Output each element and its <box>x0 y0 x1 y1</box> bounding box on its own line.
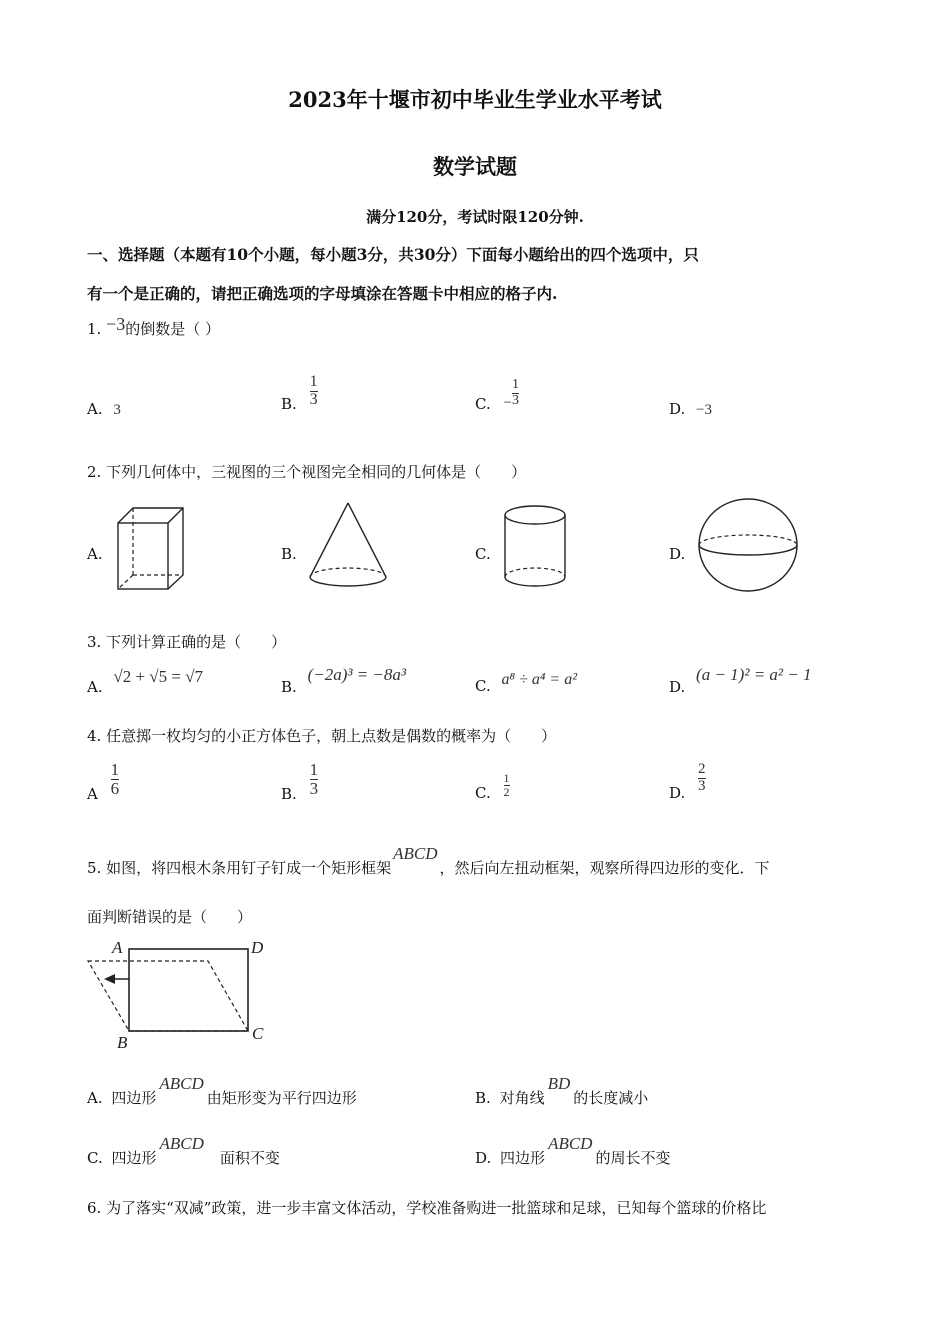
q2-option-d-label: D. <box>669 545 686 563</box>
q4-option-d-label: D. <box>669 784 686 803</box>
q5-option-b-math: BD <box>547 1074 571 1093</box>
q5-option-a[interactable] <box>87 1074 357 1108</box>
q5-option-c-pre: 四边形 <box>111 1149 157 1167</box>
q5-stem-post: ，然后向左扭动框架，观察所得四边形的变化．下 <box>439 859 770 877</box>
q1-option-b-fraction <box>310 374 318 409</box>
q1-stem-rest: 的倒数是（ ） <box>125 320 221 338</box>
q3-option-a-label: A. <box>87 678 103 696</box>
q3-option-b[interactable] <box>281 665 407 696</box>
q2-option-a[interactable] <box>87 545 103 563</box>
q5-stem-line2: 面判断错误的是（ ） <box>87 908 253 926</box>
q3-option-a[interactable] <box>87 667 204 696</box>
q5-stem-abcd: ABCD <box>393 844 438 863</box>
q4-option-d-numerator: 2 <box>698 761 706 777</box>
fig-label-d: D <box>251 938 264 957</box>
q5-option-d[interactable] <box>475 1134 671 1168</box>
q5-stem-line1 <box>87 844 770 878</box>
q3-option-b-label: B. <box>281 678 297 696</box>
q1-option-d[interactable] <box>669 400 712 419</box>
exam-subtitle: 数学试题 <box>433 154 517 179</box>
q4-option-b[interactable] <box>281 760 319 804</box>
q4-option-a-fraction <box>111 761 120 798</box>
q5-option-a-post: 由矩形变为平行四边形 <box>206 1089 357 1107</box>
q3-option-c-label: C. <box>475 677 491 695</box>
q1-option-c-denominator: 3 <box>511 392 519 408</box>
q1-option-c-numerator: 1 <box>511 377 519 392</box>
q1-option-a-value: 3 <box>113 402 121 418</box>
q1-number: 1. <box>87 320 102 338</box>
cylinder-figure <box>500 503 570 593</box>
exam-info: 满分120分，考试时限120分钟. <box>366 208 584 226</box>
q3-option-d[interactable] <box>669 665 812 696</box>
q5-option-b-label: B. <box>475 1089 491 1107</box>
q4-option-b-denominator: 3 <box>309 778 319 798</box>
q2-option-c[interactable] <box>475 545 491 563</box>
q5-option-d-math: ABCD <box>548 1134 593 1153</box>
q5-stem-pre: 5. 如图，将四根木条用钉子钉成一个矩形框架 <box>87 859 392 877</box>
q2-option-d[interactable] <box>669 545 685 563</box>
q1-option-b-numerator: 1 <box>309 373 318 390</box>
q5-option-a-label: A. <box>87 1089 103 1107</box>
q5-option-d-post: 的周长不变 <box>595 1149 671 1167</box>
q5-option-d-label: D. <box>475 1149 492 1167</box>
q1-option-a-label: A. <box>87 400 103 418</box>
q1-stem <box>87 314 221 339</box>
q3-option-d-expr: (a − 1)² = a² − 1 <box>696 665 812 684</box>
q4-stem: 4. 任意掷一枚均匀的小正方体色子，朝上点数是偶数的概率为（ ） <box>87 727 557 745</box>
q4-option-a-numerator: 1 <box>110 760 120 779</box>
q1-option-b-denominator: 3 <box>309 390 318 408</box>
q4-option-a-label: A <box>87 785 98 804</box>
q3-option-b-expr: (−2a)³ = −8a³ <box>307 665 407 684</box>
q3-option-c[interactable] <box>475 670 577 695</box>
fig-label-b: B <box>117 1033 128 1052</box>
q5-option-d-pre: 四边形 <box>500 1149 546 1167</box>
q1-option-d-value: −3 <box>696 402 713 418</box>
q1-option-b[interactable] <box>281 373 318 414</box>
q4-option-a-denominator: 6 <box>110 778 120 798</box>
q5-option-b-pre: 对角线 <box>499 1089 545 1107</box>
cuboid-figure <box>113 503 188 593</box>
q5-option-b-post: 的长度减小 <box>573 1089 649 1107</box>
q4-option-c[interactable] <box>475 771 510 803</box>
q4-option-c-numerator: 1 <box>503 771 510 785</box>
q5-option-a-math: ABCD <box>159 1074 204 1093</box>
sphere-figure <box>695 495 801 595</box>
q1-option-a[interactable] <box>87 400 121 419</box>
q1-option-c-fraction <box>512 378 519 408</box>
q4-option-b-label: B. <box>281 785 297 804</box>
q3-option-a-expr: √2 + √5 = √7 <box>113 667 204 686</box>
q4-option-c-label: C. <box>475 784 491 803</box>
q2-option-b-label: B. <box>281 545 297 563</box>
q1-option-c-sign: − <box>503 395 512 412</box>
fig-label-c: C <box>252 1024 264 1043</box>
q4-option-d[interactable] <box>669 761 706 803</box>
q4-option-b-numerator: 1 <box>309 760 319 779</box>
q5-option-b[interactable] <box>475 1074 649 1108</box>
q1-option-c-label: C. <box>475 395 491 414</box>
q4-option-c-denominator: 2 <box>503 784 510 799</box>
q3-stem: 3. 下列计算正确的是（ ） <box>87 633 287 651</box>
q2-stem: 2. 下列几何体中，三视图的三个视图完全相同的几何体是（ ） <box>87 463 527 481</box>
q5-option-a-pre: 四边形 <box>111 1089 157 1107</box>
q1-expr: −3 <box>106 314 126 334</box>
section-heading-line1: 一、选择题（本题有10个小题，每小题3分，共30分）下面每小题给出的四个选项中，只 <box>87 245 699 264</box>
fig-label-a: A <box>112 938 123 957</box>
q5-option-c-label: C. <box>87 1149 103 1167</box>
q1-option-c[interactable] <box>475 377 519 414</box>
section-heading-line2: 有一个是正确的，请把正确选项的字母填涂在答题卡中相应的格子内. <box>87 284 558 303</box>
q4-option-c-fraction <box>504 772 510 798</box>
q3-option-c-expr: a⁸ ÷ a⁴ = a² <box>501 671 577 688</box>
q2-option-a-label: A. <box>87 545 103 563</box>
q4-option-b-fraction <box>310 761 319 798</box>
cone-figure <box>306 500 390 592</box>
q3-option-d-label: D. <box>669 678 686 696</box>
rectangle-frame-figure <box>82 936 272 1052</box>
q5-option-c-post: 面积不变 <box>219 1149 280 1167</box>
q4-option-d-denominator: 3 <box>698 777 706 794</box>
q6-stem: 6. 为了落实“双减”政策，进一步丰富文体活动，学校准备购进一批篮球和足球，已知每个篮球的价格比 <box>87 1199 767 1217</box>
q1-option-d-label: D. <box>669 400 686 418</box>
q2-option-b[interactable] <box>281 545 297 563</box>
exam-title: 2023年十堰市初中毕业生学业水平考试 <box>288 87 662 112</box>
q5-option-c-math: ABCD <box>159 1134 204 1153</box>
q4-option-d-fraction <box>698 762 706 795</box>
q1-option-b-label: B. <box>281 395 297 414</box>
q4-option-a[interactable] <box>87 760 120 804</box>
q5-option-c[interactable] <box>87 1134 280 1168</box>
q2-option-c-label: C. <box>475 545 491 563</box>
